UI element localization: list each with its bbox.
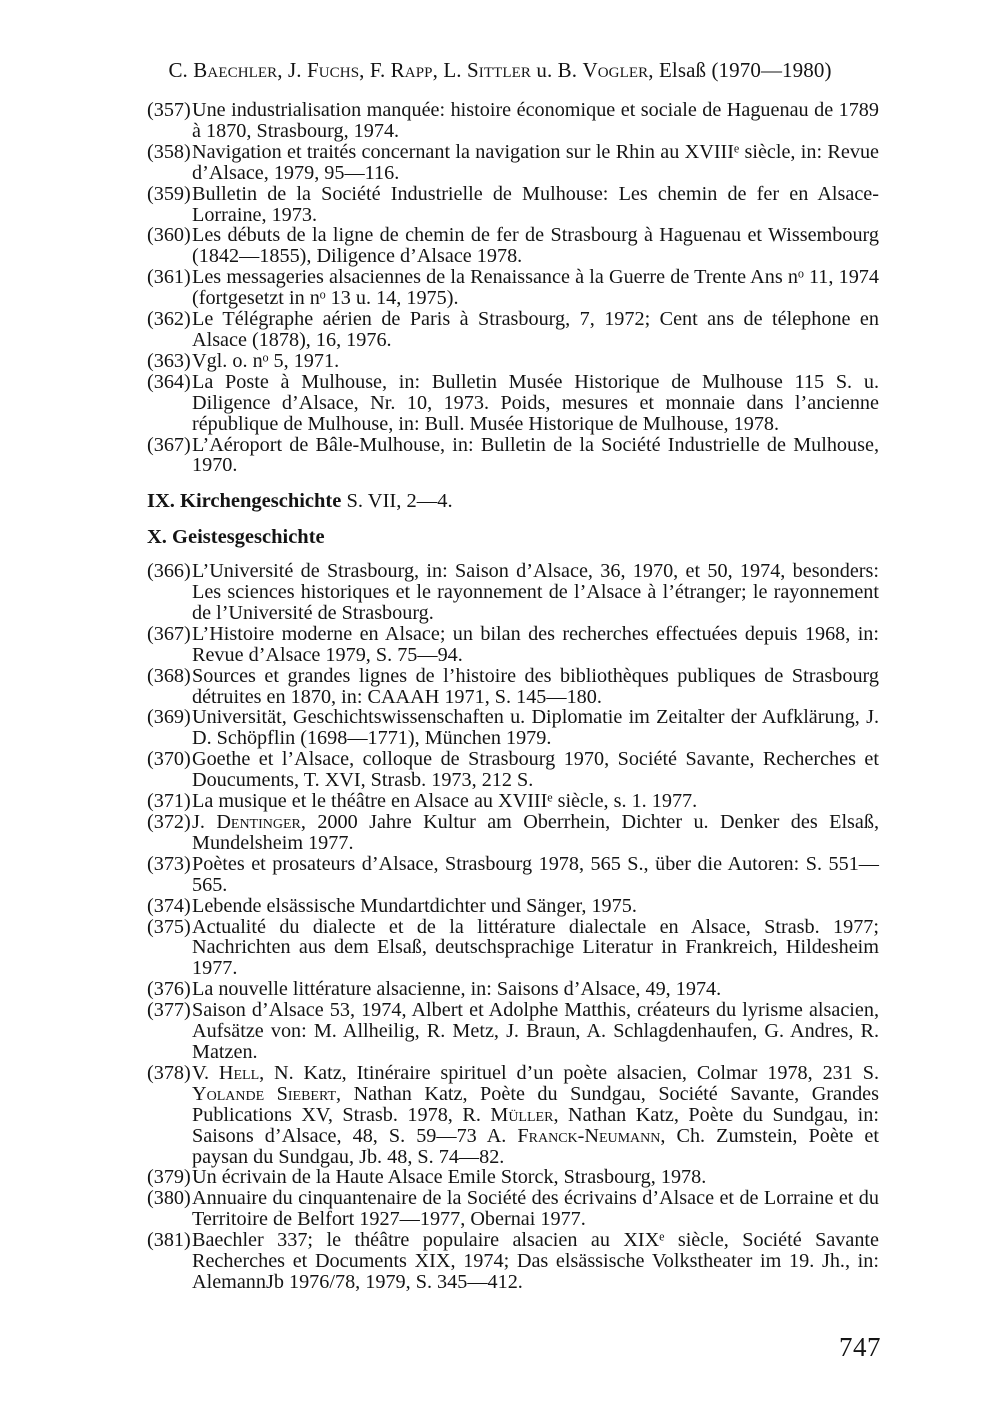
bibliography-entry: [147, 979, 879, 1000]
page-number: 747: [839, 1332, 881, 1362]
entry-number: (379): [147, 1166, 191, 1189]
entry-number: (362): [147, 308, 191, 331]
entry-text: Universität, Geschichtswissenschaften u. Diplomatie im Zeitalter der Aufklärung, J. D. Schöpflin (1698—1771), München 1979.: [192, 706, 879, 750]
header-title: Elsaß (1970—1980): [658, 58, 832, 82]
bibliography-entry: [147, 225, 879, 267]
author-initial: B.: [557, 58, 578, 82]
entry-list-economy: [147, 100, 879, 476]
entry-segment: , Nathan Katz, Poète du Sundgau, in: Saisons d’Alsace, 48, S. 59—73 A.: [192, 1103, 879, 1147]
entry-text: L’Université de Strasbourg, in: Saison d’Alsace, 36, 1970, et 50, 1974, besonders: Les sciences historiques et le rayonnement de l’Alsace à l’étranger; le rayonnement de l’Université de Strasbourg.: [192, 560, 879, 624]
bibliography-entry: [147, 896, 879, 917]
page-body: [147, 100, 879, 1293]
entry-segment: , Nathan Katz, Poète du Sundgau, Société Savante, Grandes Publications XV, Strasb. 1978, R.: [192, 1082, 879, 1126]
section-label: IX. Kirchengeschichte: [147, 490, 342, 513]
entry-text: Un écrivain de la Haute Alsace Emile Storck, Strasbourg, 1978.: [192, 1166, 707, 1189]
entry-text: L’Aéroport de Bâle-Mulhouse, in: Bulletin de la Société Industrielle de Mulhouse, 1970.: [192, 433, 879, 477]
entry-number: (367): [147, 433, 191, 456]
entry-number: (380): [147, 1187, 191, 1210]
entry-number: (357): [147, 99, 191, 121]
entry-text: Une industrialisation manquée: histoire économique et sociale de Haguenau de 1789 à 1870, Strasbourg, 1974.: [192, 99, 879, 142]
bibliography-entry: [147, 791, 879, 812]
entry-text: Annuaire du cinquantenaire de la Société des écrivains d’Alsace et de Lorraine et du Territoire de Belfort 1927—1977, Obernai 1977.: [192, 1187, 879, 1231]
entry-number: (378): [147, 1061, 191, 1084]
entry-number: (373): [147, 852, 191, 875]
entry-text: Baechler 337; le théâtre populaire alsacien au XIXᵉ siècle, Société Savante Recherches et Documents XIX, 1974; Das elsässische Volkstheater im 19. Jh., in: AlemannJb 1976/78, 1979, S. 345—412.: [192, 1229, 879, 1293]
bibliography-entry: [147, 1188, 879, 1230]
bibliography-entry: [147, 1167, 879, 1188]
bibliography-entry: [147, 372, 879, 435]
bibliography-entry: [147, 1000, 879, 1063]
entry-text: Poètes et prosateurs d’Alsace, Strasbourg 1978, 565 S., über die Autoren: S. 551—565.: [192, 852, 879, 896]
entry-number: (368): [147, 664, 191, 687]
bibliography-entry: [147, 561, 879, 624]
entry-text: Vgl. o. nᵒ 5, 1971.: [192, 349, 340, 372]
bibliography-entry: [147, 707, 879, 749]
bibliography-entry: [147, 1063, 879, 1168]
entry-text: Bulletin de la Société Industrielle de Mulhouse: Les chemin de fer en Alsace-Lorraine, 1973.: [192, 182, 879, 226]
bibliography-entry: [147, 142, 879, 184]
entry-text: Les débuts de la ligne de chemin de fer de Strasbourg à Haguenau et Wissembourg (1842—1855), Diligence d’Alsace 1978.: [192, 224, 879, 268]
entry-number: (374): [147, 894, 191, 917]
entry-text: La Poste à Mulhouse, in: Bulletin Musée Historique de Mulhouse 115 S. u. Diligence d’Alsace, Nr. 10, 1973. Poids, mesures et monnaie dans l’ancienne république de Mulhouse, in: Bull. Musée Historique de Mulhouse, 1978.: [192, 370, 879, 435]
section-heading-x: [147, 527, 879, 548]
entry-number: (367): [147, 622, 191, 645]
entry-number: (366): [147, 560, 191, 583]
entry-text: Actualité du dialecte et de la littérature dialectale en Alsace, Strasb. 1977; Nachrichten aus dem Elsaß, deutschsprachige Literatur in Frankreich, Hildesheim 1977.: [192, 915, 879, 980]
section-heading-ix: [147, 491, 879, 512]
entry-number: (359): [147, 182, 191, 205]
entry-number: (375): [147, 915, 191, 938]
bibliography-entry: [147, 1230, 879, 1293]
entry-number: (371): [147, 790, 191, 813]
entry-text: Sources et grandes lignes de l’histoire des bibliothèques publiques de Strasbourg détruites en 1870, in: CAAAH 1971, S. 145—180.: [192, 664, 879, 708]
bibliography-entry: [147, 917, 879, 980]
bibliography-entry: [147, 435, 879, 477]
bibliography-entry: [147, 267, 879, 309]
author-surname: Rapp: [390, 58, 433, 82]
bibliography-entry: [147, 351, 879, 372]
entry-text: La musique et le théâtre en Alsace au XVIIIᵉ siècle, s. 1. 1977.: [192, 790, 698, 813]
header-conjunction: u.: [536, 58, 553, 82]
running-header: C. Baechler, J. Fuchs, F. Rapp, L. Sittler u. B. Vogler, Elsaß (1970—1980): [168, 58, 832, 82]
entry-text: Les messageries alsaciennes de la Renaissance à la Guerre de Trente Ans nᵒ 11, 1974 (fortgesetzt in nᵒ 13 u. 14, 1975).: [192, 266, 879, 310]
author-surname: Hell: [218, 1061, 260, 1084]
entry-number: (363): [147, 349, 191, 372]
author-surname: Dentinger: [216, 811, 301, 833]
author-surname: Fuchs: [306, 58, 360, 82]
author-surname: Müller: [490, 1103, 554, 1126]
entry-text: [192, 812, 879, 854]
bibliography-entry: [147, 100, 879, 142]
author-initial: V.: [192, 1061, 219, 1084]
entry-text: La nouvelle littérature alsacienne, in: Saisons d’Alsace, 49, 1974.: [192, 978, 722, 1001]
entry-text: Saison d’Alsace 53, 1974, Albert et Adolphe Matthis, créateurs du lyrisme alsacien, Aufsätze von: M. Allheilig, R. Metz, J. Braun, A. Schlagdenhaufen, G. Andres, R. Matzen.: [192, 999, 879, 1063]
entry-number: (361): [147, 266, 191, 289]
bibliography-entry: [147, 812, 879, 854]
entry-text: Navigation et traités concernant la navigation sur le Rhin au XVIIIᵉ siècle, in: Revue d’Alsace, 1979, 95—116.: [192, 140, 879, 184]
bibliography-entry: [147, 749, 879, 791]
entry-segment: , Ch. Zumstein, Poète et paysan du Sundgau, Jb. 48, S. 74—82.: [192, 1124, 879, 1168]
author-initial: J.: [192, 811, 217, 833]
author-surname: Vogler: [582, 58, 649, 82]
entry-text: L’Histoire moderne en Alsace; un bilan des recherches effectuées depuis 1968, in: Revue d’Alsace 1979, S. 75—94.: [192, 622, 879, 666]
entry-segment: , N. Katz, Itinéraire spirituel d’un poète alsacien, Colmar 1978, 231 S.: [259, 1061, 879, 1084]
entry-number: (376): [147, 978, 191, 1001]
entry-number: (360): [147, 224, 191, 247]
entry-number: (372): [147, 811, 191, 833]
entry-remainder: , 2000 Jahre Kultur am Oberrhein, Dichter u. Denker des Elsaß, Mundelsheim 1977.: [192, 811, 880, 854]
entry-text: [192, 1063, 879, 1168]
author-surname: Franck-Neumann: [517, 1124, 661, 1147]
author-surname: Baechler: [193, 58, 278, 82]
author-initial: F.: [369, 58, 386, 82]
author-initial: J.: [287, 58, 302, 82]
bibliography-entry: [147, 184, 879, 226]
entry-text: Lebende elsässische Mundartdichter und Sänger, 1975.: [192, 894, 637, 917]
section-label: X. Geistesgeschichte: [147, 526, 325, 549]
author-surname: Sittler: [466, 58, 531, 82]
bibliography-entry: [147, 666, 879, 708]
entry-list-intellectual-history: [147, 561, 879, 1293]
bibliography-entry: [147, 309, 879, 351]
entry-number: (381): [147, 1229, 191, 1252]
entry-number: (364): [147, 370, 191, 393]
entry-number: (358): [147, 140, 191, 163]
entry-number: (370): [147, 748, 191, 771]
author-initial: L.: [443, 58, 462, 82]
bibliography-entry: [147, 624, 879, 666]
entry-number: (369): [147, 706, 191, 729]
bibliography-entry: [147, 854, 879, 896]
entry-number: (377): [147, 999, 191, 1022]
author-surname: Yolande Siebert: [192, 1082, 337, 1105]
entry-text: Le Télégraphe aérien de Paris à Strasbourg, 7, 1972; Cent ans de télephone en Alsace (1878), 16, 1976.: [192, 308, 879, 351]
author-initial: C.: [168, 58, 188, 82]
section-reference: S. VII, 2—4.: [346, 490, 453, 513]
entry-text: Goethe et l’Alsace, colloque de Strasbourg 1970, Société Savante, Recherches et Doucuments, T. XVI, Strasb. 1973, 212 S.: [192, 748, 879, 792]
